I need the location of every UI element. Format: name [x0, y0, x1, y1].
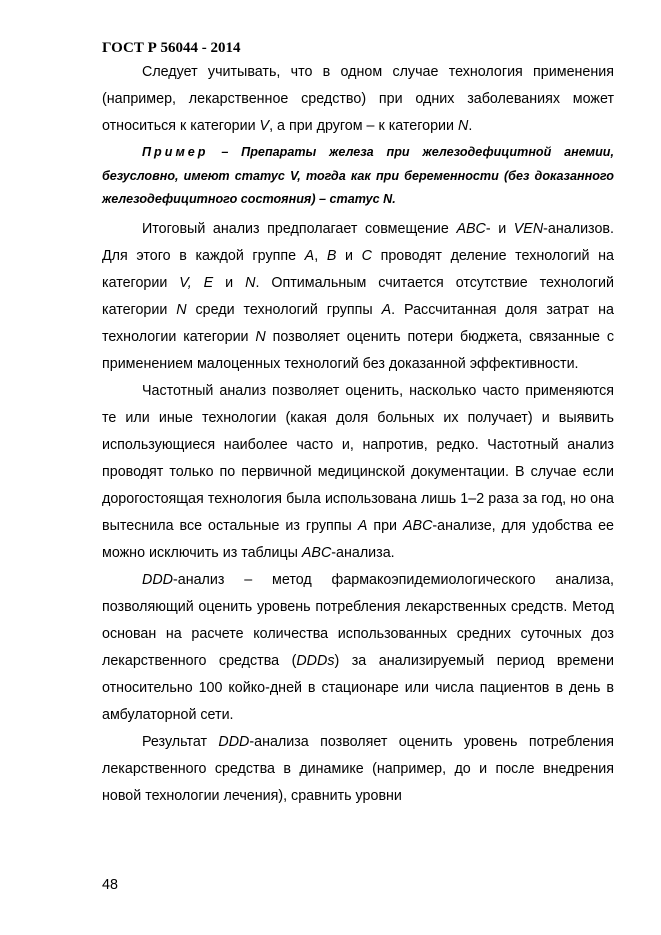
example-label: Пример [142, 145, 209, 159]
paragraph-final-analysis: Итоговый анализ предполагает совмещение ABC- и VEN-анализов. Для этого в каждой группе A, B и C проводят деление технологий на категории V, E и N. Оптимальным считается отсутствие технологий категории N среди технологий группы A. Рассчитанная доля затрат на технологии категории N позволяет оценить потери бюджета, связанные с применением малоценных технологий без доказанной эффективности. [102, 220, 614, 372]
page-number: 48 [102, 877, 118, 893]
paragraph-technology-category: Следует учитывать, что в одном случае технология применения (например, лекарственное средство) при одних заболеваниях может относиться к категории V, а при другом – к категории N. [102, 64, 614, 134]
page-body [102, 59, 614, 810]
paragraph-ddd-analysis: DDD-анализ – метод фармакоэпидемиологического анализа, позволяющий оценить уровень потребления лекарственных средств. Метод основан на расчете количества использованных средних суточных доз лекарственного средства (DDDs) за анализируемый период времени относительно 100 койко-дней в стационаре или числа пациентов в день в амбулаторной сети. [102, 571, 614, 723]
document-header: ГОСТ Р 56044 - 2014 [102, 40, 241, 56]
paragraph-frequency-analysis: Частотный анализ позволяет оценить, насколько часто применяются те или иные технологии (какая доля больных их получает) и выявить использующиеся наиболее часто и, напротив, редко. Частотный анализ проводят только по первичной медицинской документации. В случае если дорогостоящая технология была использована лишь 1–2 раза за год, но она вытеснила все остальные из группы A при ABC-анализе, для удобства ее можно исключить из таблицы ABC-анализа. [102, 382, 614, 561]
example-note: Пример – Препараты железа при железодефицитной анемии, безусловно, имеют статус V, тогда как при беременности (без доказанного железодефицитного состояния) – статус N. [102, 145, 614, 206]
paragraph-ddd-result: Результат DDD-анализа позволяет оценить уровень потребления лекарственного средства в динамике (например, до и после внедрения новой технологии лечения), сравнить уровни [102, 733, 614, 804]
